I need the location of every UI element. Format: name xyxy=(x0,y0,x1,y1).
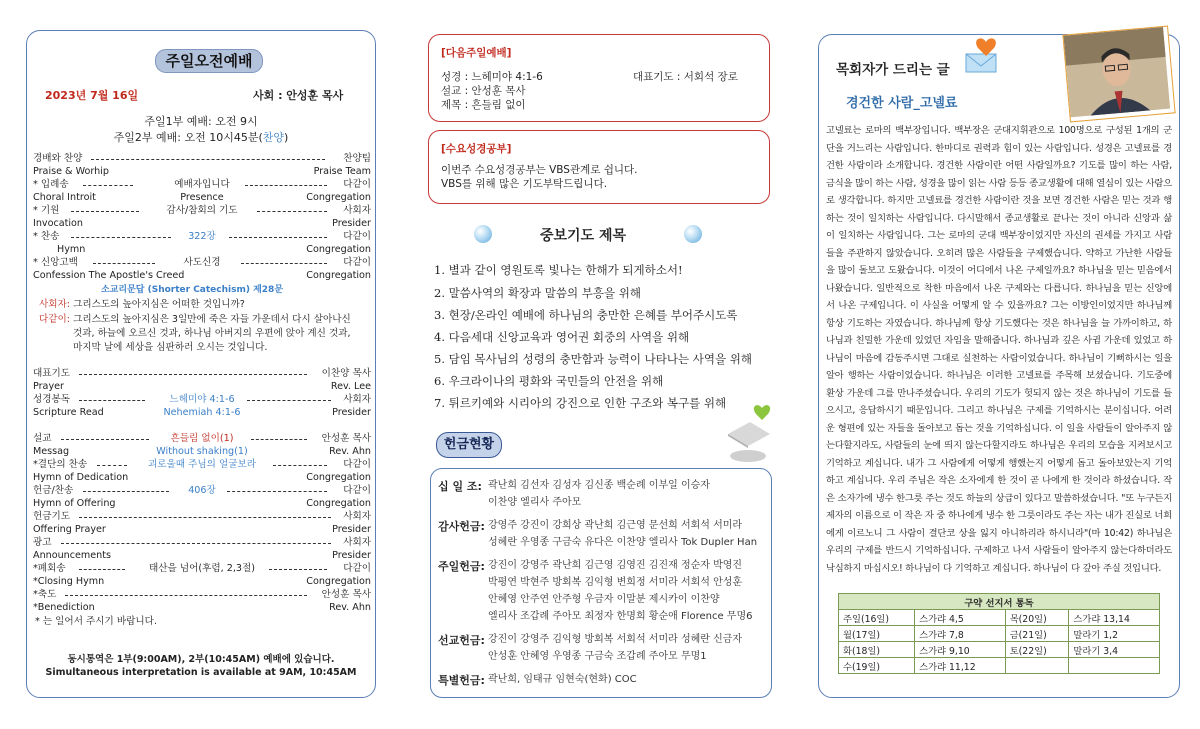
order-row: 대표기도 이찬양 목사 xyxy=(33,368,371,379)
prayer-item: 3. 현장/온라인 예배에 하나님의 충만한 은혜를 부어주시도록 xyxy=(434,308,738,322)
worship-order-panel xyxy=(26,30,376,698)
order-row: *Closing Hymn Congregation xyxy=(33,576,371,587)
offering-title: 헌금현황 xyxy=(436,432,502,458)
offering-label: 선교헌금: xyxy=(438,634,485,647)
catechism-title: 소교리문답 (Shorter Catechism) 제28문 xyxy=(101,285,284,295)
offering-names: 이찬양 엘리사 주아모 xyxy=(488,497,582,508)
offering-names: 강영주 강진이 강희상 곽난희 김근영 문선희 서회석 서미라 xyxy=(488,520,743,531)
prayer-item: 5. 담임 목사님의 성령의 충만함과 능력이 나타나는 사역을 위해 xyxy=(434,352,752,366)
prayer-item: 7. 튀르키예와 시리아의 강진으로 인한 구조와 복구를 위해 xyxy=(434,396,727,410)
offering-names: 성혜란 우영종 구금숙 유다은 이찬양 엘리사 Tok Dupler Han xyxy=(488,537,758,548)
offering-label: 십 일 조: xyxy=(438,480,482,493)
order-row: Scripture Read Nehemiah 4:1-6 Presider xyxy=(33,407,371,418)
table-row: 화(18일) 스가랴 9,10 토(22일) 말라기 3,4 xyxy=(839,642,1160,658)
offering-label: 감사헌금: xyxy=(438,520,485,533)
order-row: *폐회송 태산을 넘어(후렴, 2,3절) 다같이 xyxy=(33,563,371,574)
next-sunday-box xyxy=(428,34,770,122)
letter-subtitle: 경건한 사람_고넬료 xyxy=(846,96,958,111)
table-row: 수(19일) 스가랴 11,12 xyxy=(839,658,1160,674)
interpretation-note-ko: 동시통역은 1부(9:00AM), 2부(10:45AM) 예배에 있습니다. xyxy=(67,654,335,665)
service-leader: 사회 : 안성훈 목사 xyxy=(253,89,344,102)
prayer-title: 중보기도 제목 xyxy=(540,228,627,244)
order-row: Confession The Apostle's Creed Congregation xyxy=(33,270,371,281)
order-row: Prayer Rev. Lee xyxy=(33,381,371,392)
order-row: 광고 사회자 xyxy=(33,537,371,548)
service-date: 2023년 7월 16일 xyxy=(45,89,139,102)
offering-names: 강진이 강영주 김익형 방회복 서회석 서미라 성혜란 신금자 xyxy=(488,634,743,645)
wednesday-line-1: 이번주 수요성경공부는 VBS관계로 쉽니다. xyxy=(441,164,638,176)
pastor-photo xyxy=(1063,27,1170,117)
order-row: * 입례송 예배자입니다 다같이 xyxy=(33,179,371,190)
order-row: Choral Introit Presence Congregation xyxy=(33,192,371,203)
order-row: Announcements Presider xyxy=(33,550,371,561)
order-row: 성경봉독 느헤미야 4:1-6 사회자 xyxy=(33,394,371,405)
next-scripture: 성경 : 느헤미야 4:1-6 xyxy=(441,71,543,83)
order-row: 헌금기도 사회자 xyxy=(33,511,371,522)
letter-body: 고넬료는 로마의 백부장입니다. 백부장은 군대지휘관으로 100명으로 구성된 1개의 군단을 거느리는 사람입니다. 한마디로 권력과 힘이 있는 사람입니다. 성경은 고넬료를 경건한 사람이라 소개합니다. 경건한 사람이란 어떤 사람일까요? 기도를 많이 하는 사람, 금식을 많이 하는 사람, 성경을 많이 읽는 사람 등등 종교생활에 대해 열심이 있는 사람으로 생각합니다. 하지만 고넬료를 경건한 사람이란 것을 보면 경건한 사람은 믿는 것과 행하는 것이 일치하는 사람입니다. 다시말해서 종교생활로 끝나는 것이 아니라 신앙과 삶이 일치하는 사람입니다. 그는 로마의 군대 백부장이었지만 자신의 권세를 가지고 사람들을 주관하지 않았습니다. 오히려 많은 사람들을 구제했습니다. 약하고 가난한 사람들을 많이 돌보고 도왔습니다. 이것이 어디에서 나온 구제일까요? 하나님을 믿는 믿음에서 나왔습니다. 일반적으로 착한 마음에서 나온 구제와는 다릅니다. 하나님을 믿는 신앙에서 나온 구제입니다. 이 사실을 어떻게 알 수 있을까요? 그는 이방인이었지만 하나님께 항상 기도하는 자였습니다. 하나님께 항상 기도했다는 것은 하나님을 늘 가까이하고, 하나님과 친밀한 가운데 있었던 자임을 말해줍니다. 하나님과 깊은 사귐 가운데 있었고 하나님이 마음에 감동주시면 그대로 실천하는 사람이었습니다. 하나님이 기뻐하시는 일을 알아 행하는 사람이었습니다. 하나님은 이러한 고넬료를 주목해 보셨습니다. 기도중에 환상 가운데 그를 만나주셨습니다. 우리의 기도가 헛되지 않는 것은 하나님이 기도를 들으시고, 응답하시기 때문입니다. 그리고 하나님은 구제를 기억하시는 분이십니다. 어려운 형편에 있는 자들을 돌아보고 돕는 것을 기억하십니다. 이 일을 사람들이 알아주지 않는다할지라도, 사람들의 눈에 띄지 않는다할지라도 하나님은 우리의 모습을 지켜보시고 기억하고 계십니다. 내가 그 사람에게 어떻게 행했는지 어떻게 돕고 돌아보았는지 기억하고 계십니다. 우리 주님은 작은 소자에게 한 것이 곧 나에게 한 것이라 하셨습니다. 작은 소자가에 냉수 한그릇 주는 것도 하늘의 상급이 있다고 말씀하셨습니다. "또 누구든지 제자의 이름으로 이 작은 자 중 하나에게 냉수 한 그릇이라도 주는 자는 내가 진실로 너희에게 이르노니 그 사람이 결단코 상을 잃지 아니하리라 하시니라"(마 10:42) 하나님은 우리의 구제를 반드시 기억하십니다. 구제하고 나서 사람들이 알아주지 않는다하더라도 낙심하지 마십시오! 하나님이 다 기억하고 계십니다. 하나님이 다 갚아 주실 것입니다. xyxy=(826,125,1172,574)
order-row: * 찬송 322장 다같이 xyxy=(33,231,371,242)
offering-names: 안성훈 안혜영 우영종 구금숙 조갑례 주아모 무명1 xyxy=(488,651,707,662)
bible-reading-table xyxy=(838,593,1160,674)
offering-names: 안혜영 안주연 안주형 우금자 이말분 제시카이 이찬양 xyxy=(488,594,720,605)
order-row: Messag Without shaking(1) Rev. Ahn xyxy=(33,446,371,457)
prayer-item: 1. 별과 같이 영원토록 빛나는 한해가 되게하소서! xyxy=(434,263,683,277)
prayer-item: 6. 우크라이나의 평화와 국민들의 안전을 위해 xyxy=(434,374,664,388)
interpretation-note-en: Simultaneous interpretation is available at 9AM, 10:45AM xyxy=(45,667,357,678)
offering-names: 곽난희 김선자 김성자 김신종 백순례 이부일 이승자 xyxy=(488,480,710,491)
table-row: 주일(16일) 스가랴 4,5 목(20일) 스가랴 13,14 xyxy=(839,610,1160,626)
offering-names: 곽난희, 임태규 임현숙(현화) COC xyxy=(488,674,637,685)
catechism-question: 사회자: 그리스도의 높아지심은 어떠한 것입니까? xyxy=(39,299,245,310)
pastor-photo-frame xyxy=(1062,26,1175,123)
order-row: * 신앙고백 사도신경 다같이 xyxy=(33,257,371,268)
offering-label: 주일헌금: xyxy=(438,560,485,573)
order-row: *Benediction Rev. Ahn xyxy=(33,602,371,613)
bubble-icon xyxy=(684,225,702,243)
prayer-item: 4. 다음세대 신앙교육과 영어권 회중의 사역을 위해 xyxy=(434,330,690,344)
order-row: *결단의 찬송 괴로울때 주님의 얼굴보라 다같이 xyxy=(33,459,371,470)
offering-names: 엘리사 조갑례 주아모 최정자 한명희 황순애 Florence 무명6 xyxy=(488,611,753,622)
order-row: 헌금/찬송 406장 다같이 xyxy=(33,485,371,496)
next-sunday-heading: [다음주일예배] xyxy=(441,47,512,59)
bubble-icon xyxy=(474,225,492,243)
wednesday-heading: [수요성경공부] xyxy=(441,143,512,155)
service2-time: 주일2부 예배: 오전 10시45분(찬양) xyxy=(113,131,289,144)
order-row: Praise & Worhip Praise Team xyxy=(33,166,371,177)
order-row: Hymn Congregation xyxy=(57,244,371,255)
offering-names: 박평연 박현주 방회복 김익형 변희정 서미라 서회석 안성훈 xyxy=(488,577,743,588)
prayer-item: 2. 말씀사역의 확장과 말씀의 부흥을 위해 xyxy=(434,286,641,300)
next-preacher: 설교 : 안성훈 목사 xyxy=(441,85,526,97)
order-row: Offering Prayer Presider xyxy=(33,524,371,535)
catechism-answer-2: 것과, 하늘에 오르신 것과, 하나님 아버지의 우편에 앉아 계신 것과, xyxy=(73,328,351,339)
order-row: Hymn of Dedication Congregation xyxy=(33,472,371,483)
order-row: * 기원 감사/참회의 기도 사회자 xyxy=(33,205,371,216)
order-row: 경배와 찬양 찬양팀 xyxy=(33,153,371,164)
order-row: 설교 흔들림 없이(1) 안성훈 목사 xyxy=(33,433,371,444)
order-row: Hymn of Offering Congregation xyxy=(33,498,371,509)
bible-table-title: 구약 선지서 통독 xyxy=(839,594,1160,610)
order-row: Invocation Presider xyxy=(33,218,371,229)
offering-names: 강진이 강영주 곽난희 김근영 김영진 김진재 정순자 박영진 xyxy=(488,560,743,571)
page-title: 주일오전예배 xyxy=(155,49,263,73)
next-prayer: 대표기도 : 서회석 장로 xyxy=(633,71,738,83)
catechism-answer: 다같이: 그리스도의 높아지심은 3일만에 죽은 자들 가운데서 다시 살아나신 xyxy=(39,314,351,325)
letter-heading: 목회자가 드리는 글 xyxy=(836,62,950,78)
wednesday-line-2: VBS를 위해 많은 기도부탁드립니다. xyxy=(441,178,608,190)
heart-envelope-icon xyxy=(962,36,1006,76)
order-row: *축도 안성훈 목사 xyxy=(33,589,371,600)
next-title: 제목 : 흔들림 없이 xyxy=(441,99,526,111)
offering-label: 특별헌금: xyxy=(438,674,485,687)
wednesday-study-box xyxy=(428,130,770,204)
decorative-cube-icon xyxy=(722,404,774,466)
service1-time: 주일1부 예배: 오전 9시 xyxy=(144,115,258,128)
table-row: 월(17일) 스가랴 7,8 금(21일) 말라기 1,2 xyxy=(839,626,1160,642)
standing-note: * 는 일어서 주시기 바랍니다. xyxy=(35,616,157,627)
catechism-answer-3: 마지막 날에 세상을 심판하러 오시는 것입니다. xyxy=(73,342,268,353)
